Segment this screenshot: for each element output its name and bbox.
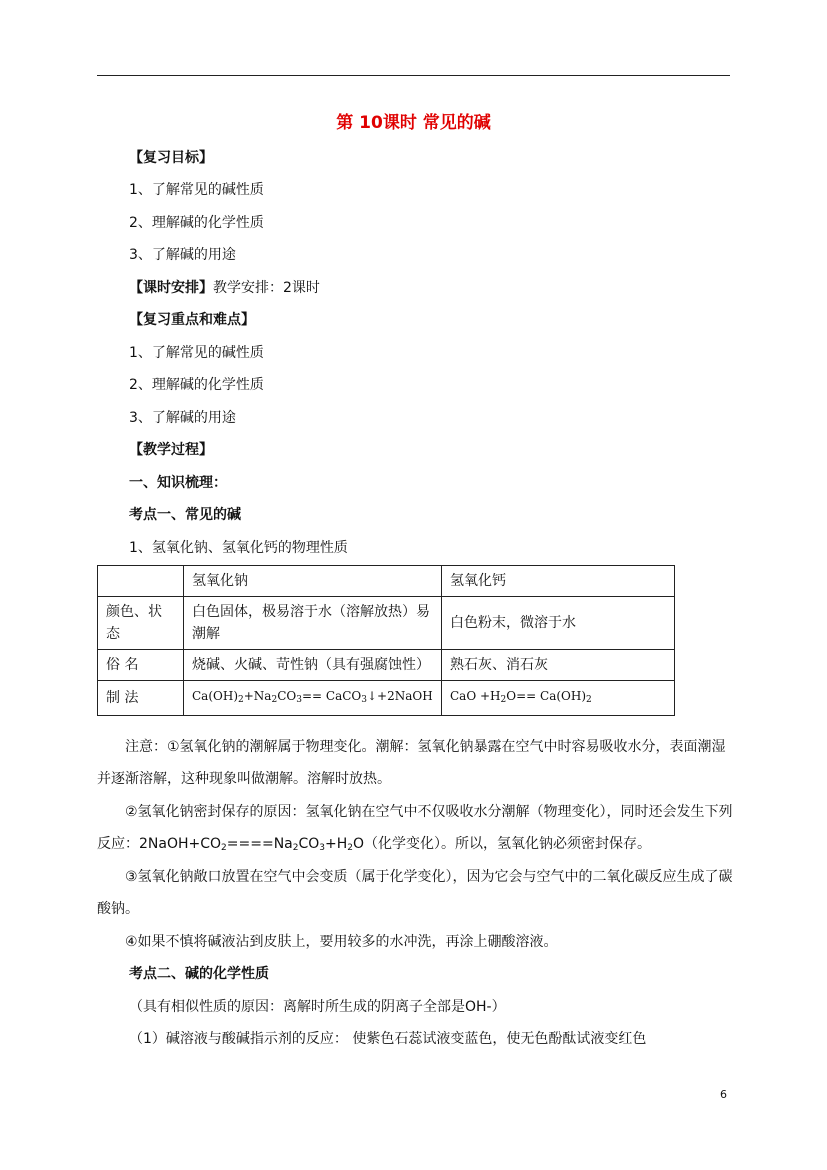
topic1-heading: 考点一、常见的碱 bbox=[129, 507, 241, 523]
table-header-naoh: 氢氧化钠 bbox=[184, 566, 442, 597]
topic2-heading: 考点二、碱的化学性质 bbox=[129, 966, 269, 982]
topic2-reason: （具有相似性质的原因：离解时所生成的阴离子全部是OH-） bbox=[129, 999, 506, 1015]
note-paragraph-1: 注意：①氢氧化钠的潮解属于物理变化。潮解：氢氧化钠暴露在空气中时容易吸收水分，表面潮湿并逐渐溶解，这种现象叫做潮解。溶解时放热。 bbox=[97, 739, 726, 787]
row-label: 制 法 bbox=[98, 681, 184, 716]
keypoints-heading: 【复习重点和难点】 bbox=[129, 312, 255, 328]
naoh-preparation-equation: $Ca(OH)_2+Na_2CO_3==$ CaCO$_3$↓+2NaOH bbox=[184, 681, 442, 716]
knowledge-heading: 一、知识梳理： bbox=[129, 475, 227, 491]
note-paragraph-3: ③氢氧化钠敞口放置在空气中会变质（属于化学变化），因为它会与空气中的二氧化碳反应生成了碳酸钠。 bbox=[97, 869, 733, 917]
table-cell bbox=[98, 566, 184, 597]
goal-item: 1、了解常见的碱性质 bbox=[129, 182, 264, 198]
process-heading: 【教学过程】 bbox=[129, 442, 213, 458]
table-cell: 烧碱、火碱、苛性钠（具有强腐蚀性） bbox=[184, 650, 442, 681]
schedule-line bbox=[129, 279, 320, 297]
schedule-text: 教学安排：2课时 bbox=[213, 280, 320, 296]
goal-item: 2、理解碱的化学性质 bbox=[129, 215, 264, 231]
page-number: 6 bbox=[720, 1088, 727, 1101]
keypoint-item: 3、了解碱的用途 bbox=[129, 410, 236, 426]
note-paragraph-4: ④如果不慎将碱液沾到皮肤上，要用较多的水冲洗，再涂上硼酸溶液。 bbox=[125, 934, 558, 950]
table-row bbox=[98, 650, 675, 681]
keypoint-item: 2、理解碱的化学性质 bbox=[129, 377, 264, 393]
row-label: 俗 名 bbox=[98, 650, 184, 681]
topic2-item-1: （1）碱溶液与酸碱指示剂的反应： 使紫色石蕊试液变蓝色，使无色酚酞试液变红色 bbox=[129, 1031, 647, 1047]
keypoint-item: 1、了解常见的碱性质 bbox=[129, 345, 264, 361]
table-cell: 白色固体，极易溶于水（溶解放热）易潮解 bbox=[184, 597, 442, 650]
properties-table bbox=[97, 565, 675, 716]
table-row bbox=[98, 681, 675, 716]
caoh-preparation-equation: CaO $+H_2O== Ca(OH)_2$ bbox=[442, 681, 675, 716]
table-header-caoh: 氢氧化钙 bbox=[442, 566, 675, 597]
table-row bbox=[98, 597, 675, 650]
header-rule bbox=[97, 75, 730, 76]
note-paragraph-2: ②氢氧化钠密封保存的原因：氢氧化钠在空气中不仅吸收水分潮解（物理变化），同时还会发生下列反应：$2NaOH+CO_2====Na_2CO_3+H_2O$（化学变化）。所以，氢氧化钠必须密封保存。 bbox=[97, 804, 733, 853]
row-label: 颜色、状态 bbox=[98, 597, 184, 650]
topic1-subheading: 1、氢氧化钠、氢氧化钙的物理性质 bbox=[129, 540, 348, 556]
schedule-heading: 【课时安排】 bbox=[129, 280, 213, 296]
table-cell: 白色粉末，微溶于水 bbox=[442, 597, 675, 650]
table-header-row bbox=[98, 566, 675, 597]
page-title: 第 10课时 常见的碱 bbox=[336, 113, 491, 133]
table-cell: 熟石灰、消石灰 bbox=[442, 650, 675, 681]
goal-item: 3、了解碱的用途 bbox=[129, 247, 236, 263]
goals-heading: 【复习目标】 bbox=[129, 150, 213, 166]
